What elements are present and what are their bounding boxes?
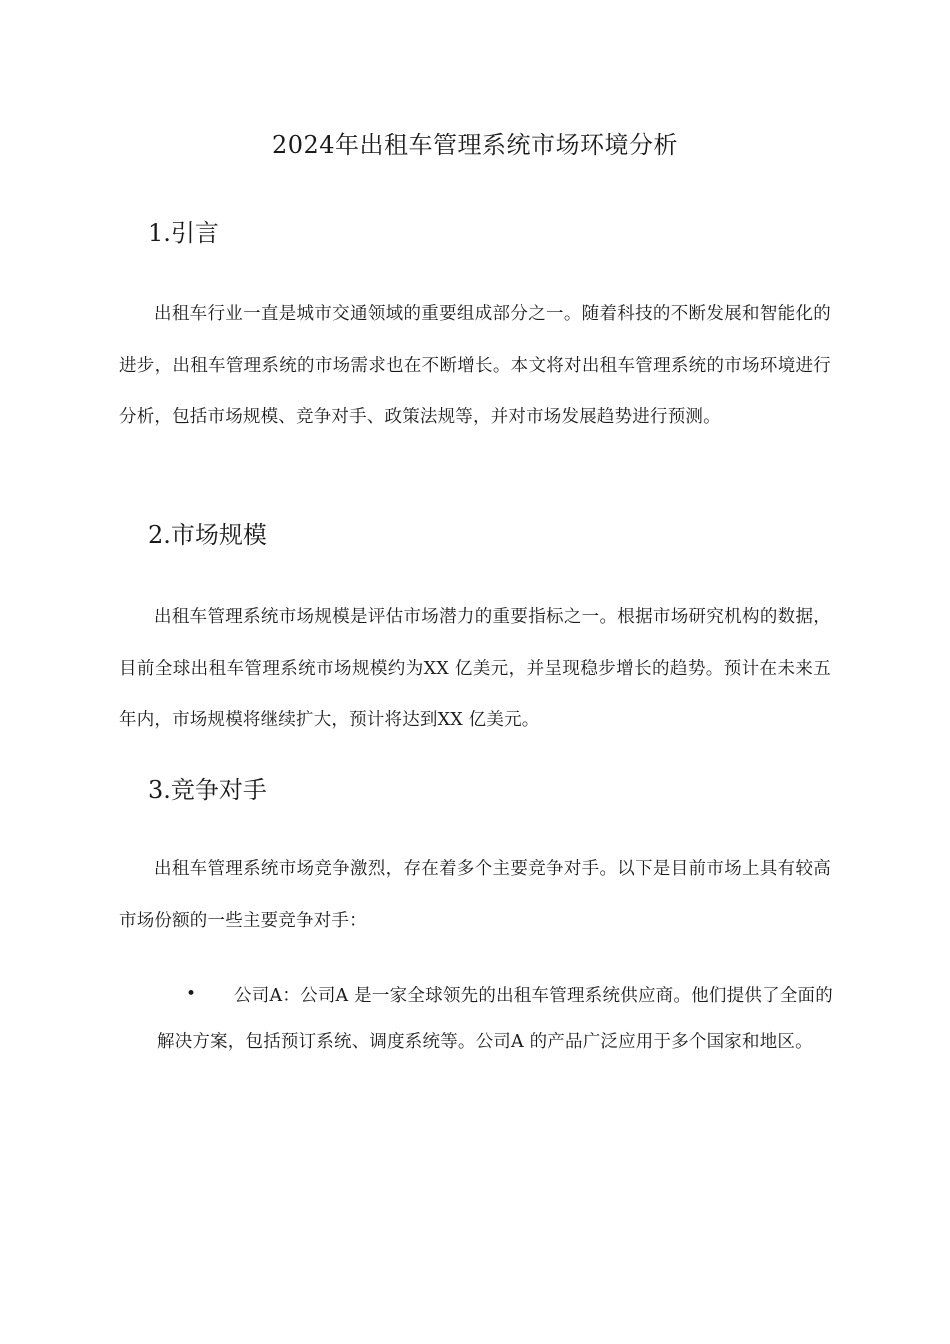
list-item-text: 公司A：公司A 是一家全球领先的出租车管理系统供应商。他们提供了全面的解决方案，包括预订系统、调度系统等。公司A 的产品广泛应用于多个国家和地区。 [157,986,833,1052]
section-heading-competitors: 3.竞争对手 [148,776,267,804]
list-item-company-a [157,973,833,1065]
section-paragraph-introduction: 出租车行业一直是城市交通领域的重要组成部分之一。随着科技的不断发展和智能化的进步，出租车管理系统的市场需求也在不断增长。本文将对出租车管理系统的市场环境进行分析，包括市场规模、竞争对手、政策法规等，并对市场发展趋势进行预测。 [119,304,831,427]
section-heading-market-size: 2.市场规模 [148,521,267,549]
section-paragraph-market-size: 出租车管理系统市场规模是评估市场潜力的重要指标之一。根据市场研究机构的数据，目前全球出租车管理系统市场规模约为XX 亿美元，并呈现稳步增长的趋势。预计在未来五年内，市场规模将继续扩大，预计将达到XX 亿美元。 [119,607,831,730]
bullet-icon: • [186,984,197,1004]
section-heading-introduction: 1.引言 [148,219,219,247]
section-paragraph-competitors: 出租车管理系统市场竞争激烈，存在着多个主要竞争对手。以下是目前市场上具有较高市场份额的一些主要竞争对手： [119,859,831,931]
document-title: 2024年出租车管理系统市场环境分析 [271,131,679,159]
